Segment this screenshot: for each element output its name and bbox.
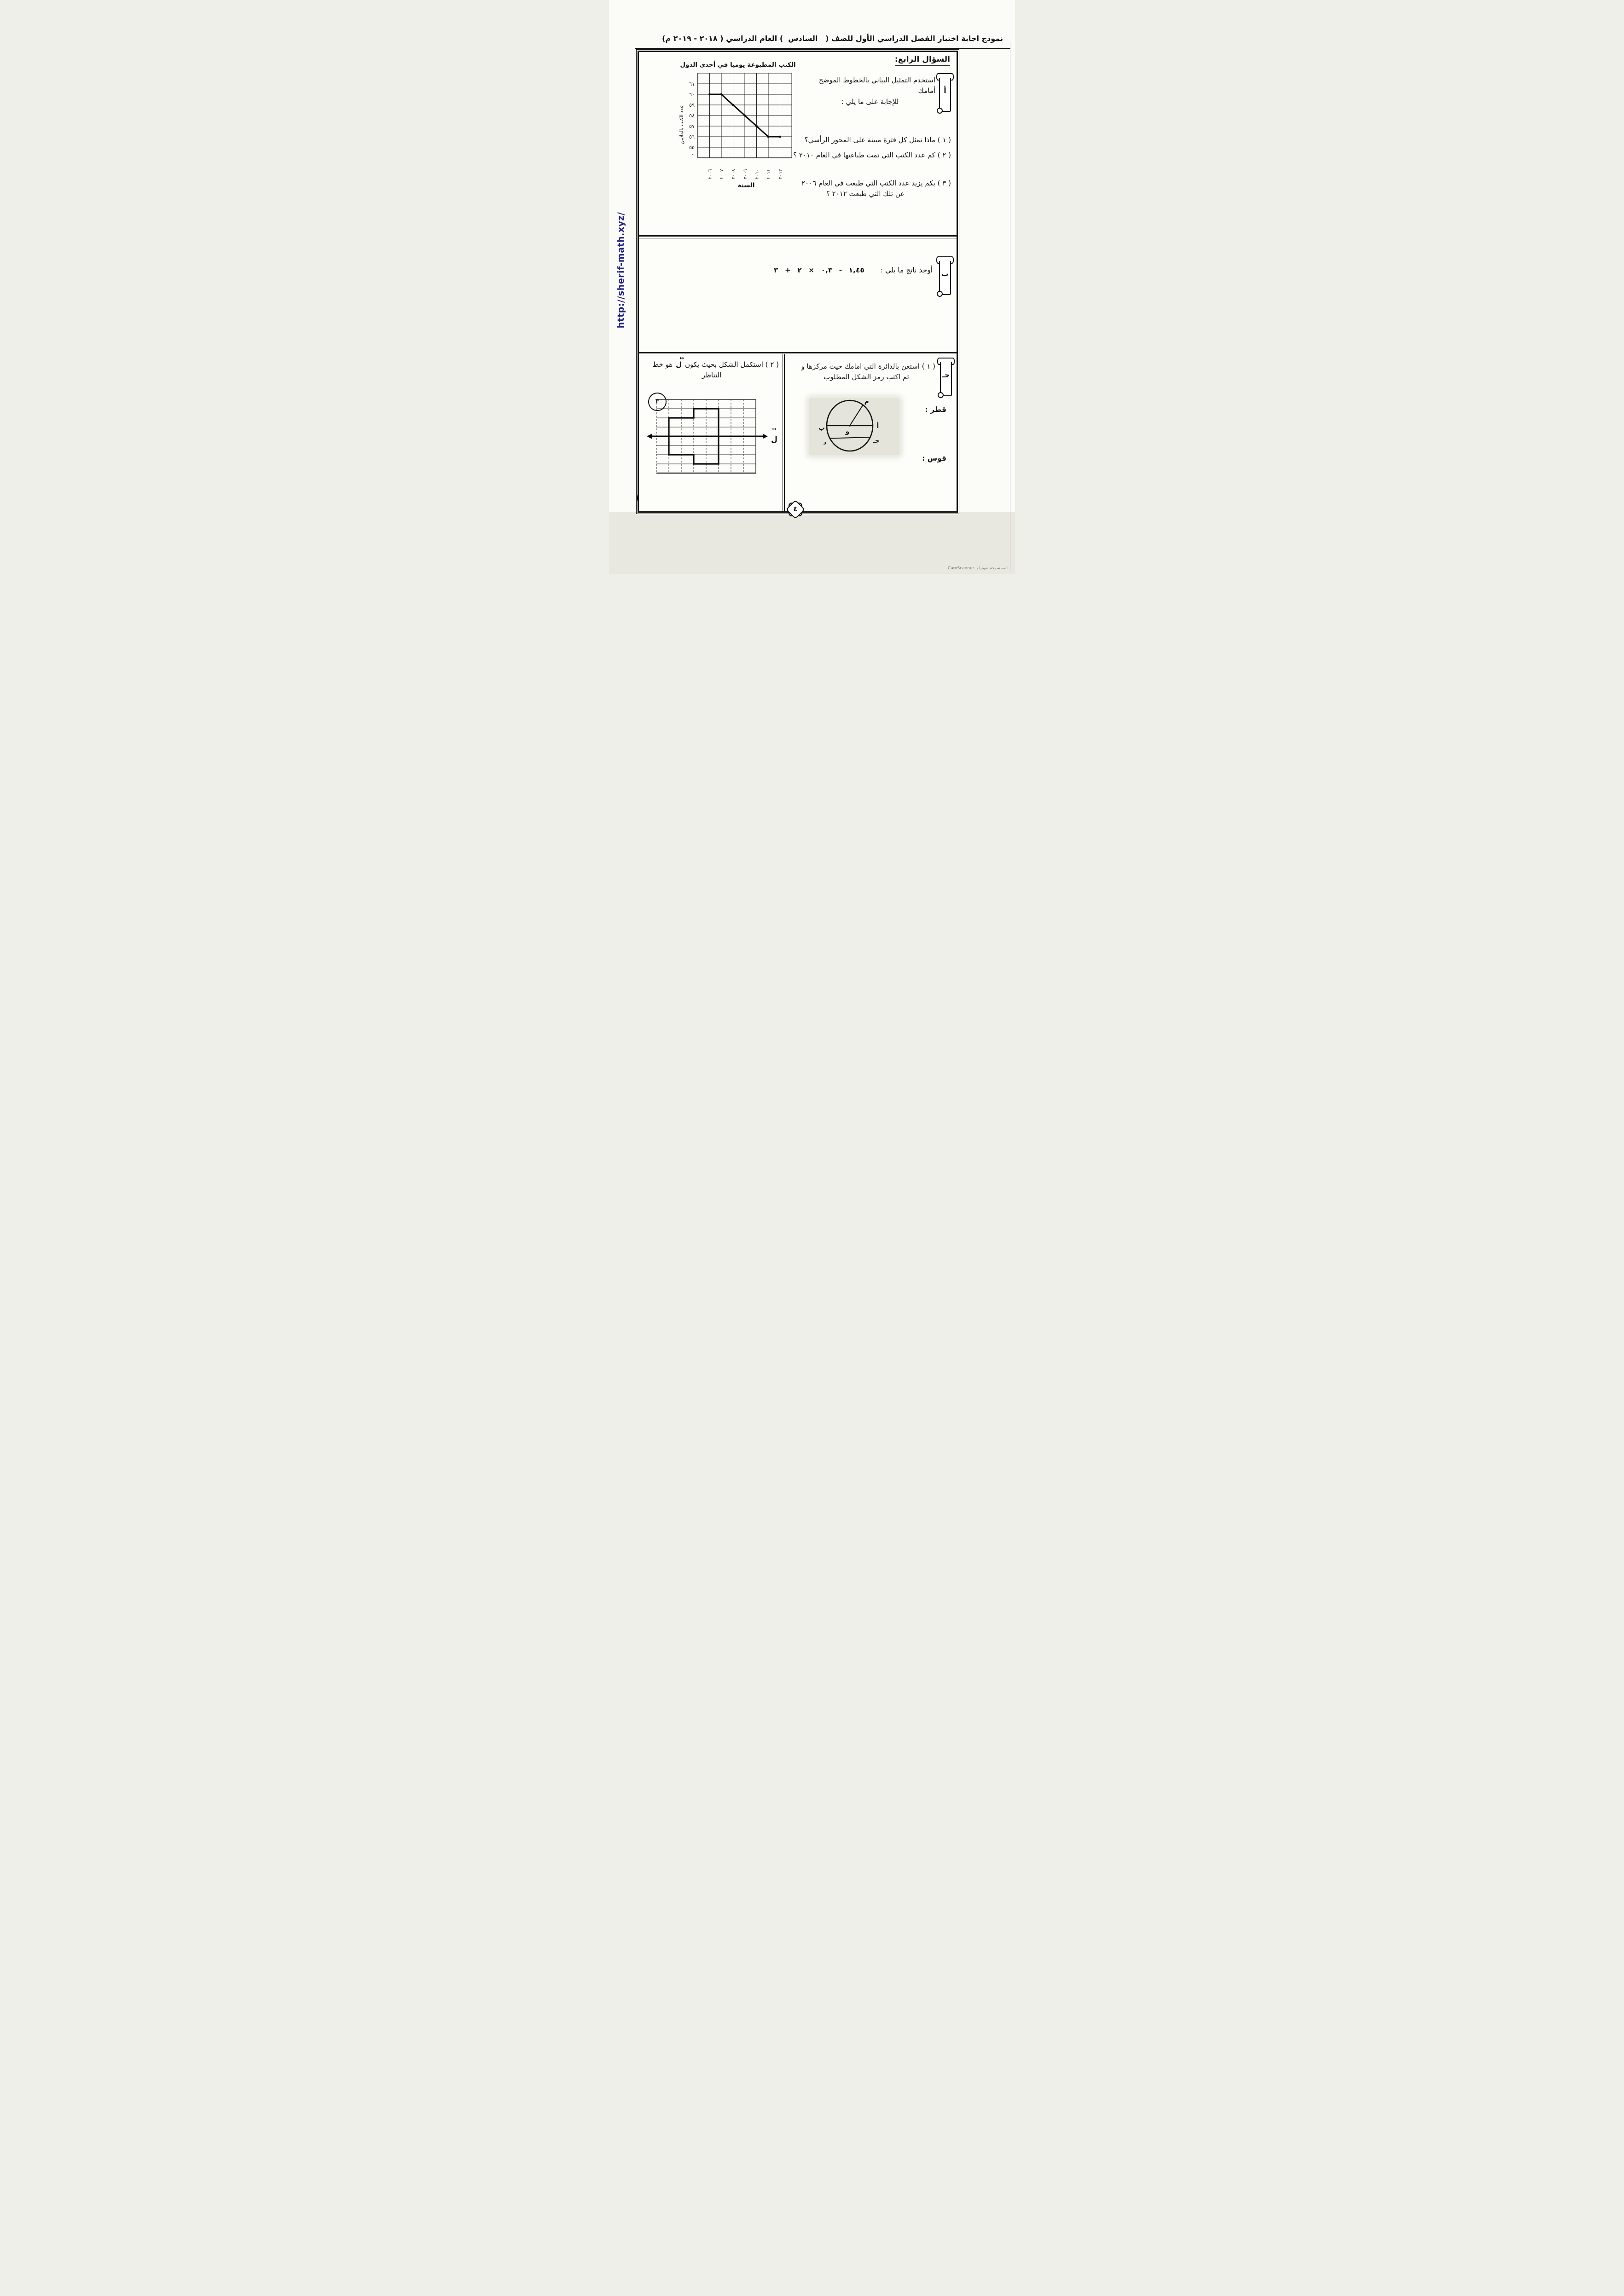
scroll-body xyxy=(940,362,952,396)
side-url: http://sherif-math.xyz/ xyxy=(616,212,626,329)
svg-text:٢٠٠٩: ٢٠٠٩ xyxy=(743,169,748,179)
symmetry-grid-wrap xyxy=(646,397,780,479)
svg-text:ل: ل xyxy=(771,435,777,444)
svg-text:و: و xyxy=(845,428,850,435)
svg-text:٥٨: ٥٨ xyxy=(689,113,695,119)
lam-letter: ل xyxy=(676,360,682,369)
circle-diagram-photo xyxy=(809,398,899,455)
part-b-expression: ١,٤٥ - ٠,٣ × ٢ + ٣ xyxy=(774,266,864,274)
scroll-icon-b xyxy=(938,256,952,297)
symmetry-grid xyxy=(646,397,780,477)
part-b-line xyxy=(675,265,933,276)
svg-text:٥٩: ٥٩ xyxy=(689,102,695,108)
svg-text:٥٥: ٥٥ xyxy=(689,145,695,150)
arc-label: قوس : xyxy=(922,454,946,463)
scroll-body xyxy=(939,78,951,112)
chart-x-axis-title: السنة xyxy=(737,182,755,189)
svg-text:د: د xyxy=(823,439,827,446)
svg-text:٠: ٠ xyxy=(691,151,694,157)
exam-header: نموذج اجابة اختبار الفصل الدراسي الأول للصف ( السادس ) العام الدراسي ( ٢٠١٨ - ٢٠١٩ م) xyxy=(662,34,1003,43)
svg-text:م: م xyxy=(864,398,869,405)
svg-text:٢٠٠٦: ٢٠٠٦ xyxy=(708,169,713,179)
svg-text:٢٠١٠: ٢٠١٠ xyxy=(754,169,760,179)
scroll-icon-a xyxy=(938,73,952,114)
part-c-q1-line2: ثم اكتب رمز الشكل المطلوب xyxy=(824,373,909,382)
svg-text:٥٧: ٥٧ xyxy=(689,123,695,129)
svg-text:٢٠٠٧: ٢٠٠٧ xyxy=(719,169,725,179)
part-c-q2-line1 xyxy=(644,355,779,370)
svg-text:٦١: ٦١ xyxy=(689,81,695,87)
chart-plot xyxy=(678,69,794,182)
exam-page xyxy=(609,0,1015,574)
lam-symbol xyxy=(675,355,684,370)
line-chart xyxy=(678,61,798,189)
part-a-q3 xyxy=(780,178,951,200)
part-c-q1-line1: ( ١ ) استعن بالدائرة التي امامك حيث مركزها و xyxy=(801,362,935,370)
section-a-letter: أ xyxy=(944,86,946,95)
svg-text:أ: أ xyxy=(876,422,879,430)
part-c-q2-line2: التناظر xyxy=(702,371,722,380)
part-a-q1: ( ١ ) ماذا تمثل كل فترة مبينة على المحور الرأسي؟ xyxy=(804,136,951,144)
part-a-intro-line1: استخدم التمثيل البياني بالخطوط الموضح أمامك xyxy=(818,76,935,95)
part-a-q2: ( ٢ ) كم عدد الكتب التي تمت طباعتها في العام ٢٠١٠ ؟ xyxy=(793,151,951,159)
part-c-q2-part2: هو خط xyxy=(652,360,673,369)
svg-text:٢٠١٢: ٢٠١٢ xyxy=(778,169,783,179)
svg-text:٥٦: ٥٦ xyxy=(689,134,695,140)
chart-title: الكتب المطبوعة يوميا في أحدى الدول xyxy=(680,61,796,69)
question-4-title: السؤال الرابع: xyxy=(895,55,950,66)
diameter-label: قطر : xyxy=(925,405,946,414)
circle-diagram xyxy=(809,398,899,455)
scan-watermark: الممسوحة ضوئيا بـ CamScanner xyxy=(947,566,1008,571)
header-rule xyxy=(635,48,1010,49)
svg-text:٢٠٠٨: ٢٠٠٨ xyxy=(731,169,737,179)
section-divider-a-b xyxy=(639,235,957,238)
part-c-q2 xyxy=(644,355,779,381)
scroll-curl xyxy=(937,291,943,297)
bottom-scan-band xyxy=(609,512,1015,574)
part-b-prompt: أوجد ناتج ما يلي : xyxy=(880,266,933,274)
section-c-vertical-divider xyxy=(783,354,785,511)
page-number-badge xyxy=(787,501,804,518)
svg-text:جـ: جـ xyxy=(873,437,880,445)
scroll-curl xyxy=(938,392,944,398)
chart-y-axis-title: عدد الكتب بالملايين xyxy=(679,105,684,145)
section-b-letter: ب xyxy=(941,269,949,278)
part-c-q2-part1: ( ٢ ) استكمل الشكل بحيث يكون xyxy=(684,360,779,369)
svg-text:ب: ب xyxy=(818,424,825,432)
svg-text:٦٠: ٦٠ xyxy=(689,92,695,98)
part-a-q3-line1: ( ٣ ) بكم يزيد عدد الكتب التي طبعت في العام ٢٠٠٦ xyxy=(801,179,951,187)
part-a-q3-line2: عن تلك التي طبعت ٢٠١٢ ؟ xyxy=(826,190,905,198)
scroll-icon-c xyxy=(939,358,953,398)
part-a-intro xyxy=(805,75,935,107)
svg-text:↔: ↔ xyxy=(771,426,777,432)
part-a-intro-line2: للإجابة على ما يلي : xyxy=(841,97,899,106)
double-arrow-icon: ↔ xyxy=(679,355,684,361)
page-number: ٤ xyxy=(793,505,798,513)
part-c-q1 xyxy=(797,361,935,383)
scroll-body xyxy=(939,261,951,295)
svg-text:٢٠١١: ٢٠١١ xyxy=(766,169,771,179)
section-divider-b-c xyxy=(639,352,957,355)
section-c-letter: جـ xyxy=(942,370,950,379)
exam-frame xyxy=(638,51,958,513)
scroll-curl xyxy=(937,108,943,114)
marks-circle-q2: ٣ xyxy=(648,393,667,411)
